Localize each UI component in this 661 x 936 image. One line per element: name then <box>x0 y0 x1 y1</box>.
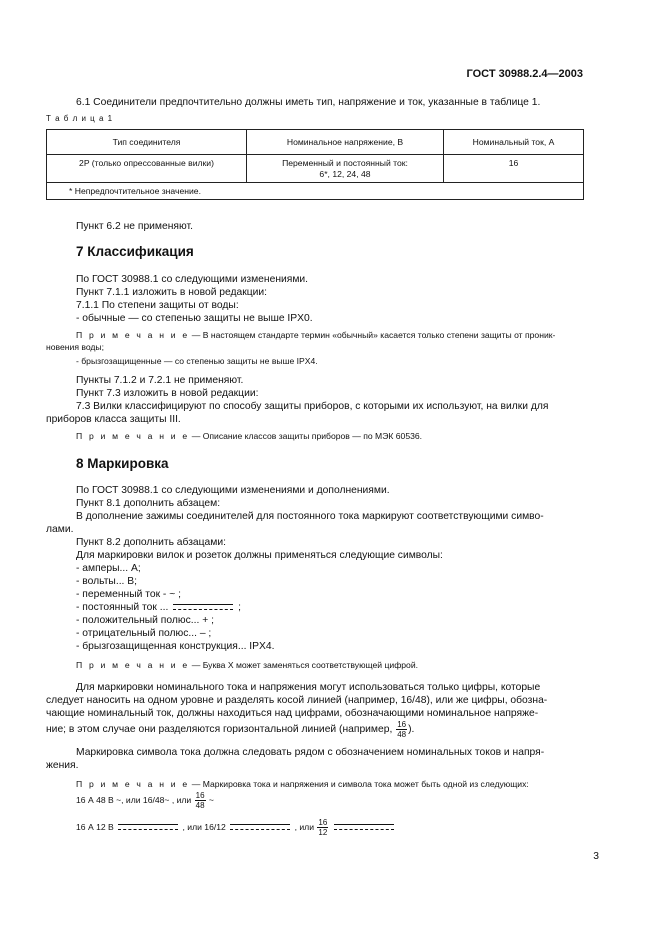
sec7-note-1 <box>76 330 555 341</box>
bullet-splashproof: - брызгозащищенная конструкция... IPX4. <box>76 641 275 652</box>
bullet-positive: - положительный полюс... + ; <box>76 615 214 626</box>
voltage-line-1: Переменный и постоянный ток: <box>282 158 408 168</box>
bullet-dc <box>76 601 241 614</box>
sec8-line-3: В дополнение зажимы соединителей для постоянного тока маркируют соответствующими симво- <box>76 511 544 522</box>
fraction-denominator: 48 <box>397 730 407 739</box>
sec8-note-4 <box>76 779 529 790</box>
fraction-16-48 <box>396 720 407 739</box>
sec8-para-4 <box>46 720 414 739</box>
dc-symbol-icon <box>118 824 178 831</box>
sec7-line-1: По ГОСТ 30988.1 со следующими изменениями. <box>76 274 309 285</box>
ac-symbol-icon: ~ <box>208 794 214 805</box>
bullet-dc-text: - постоянный ток ... <box>76 602 169 613</box>
clause-6-1: 6.1 Соединители предпочтительно должны иметь тип, напряжение и ток, указанные в таблице 1. <box>76 97 541 108</box>
sec7-note-1-cont: новения воды; <box>46 342 104 352</box>
sec8-line-5: Пункт 8.2 дополнить абзацами: <box>76 537 226 548</box>
sec7-line-8: 7.3 Вилки классифицируют по способу защиты приборов, с которыми их используют, на вилки для <box>76 401 549 412</box>
sec8-para-6: жения. <box>46 760 79 771</box>
fraction-numerator: 16 <box>318 818 328 827</box>
sec8-para-2: следует наносить на одном уровне и разделять косой линией (например, 16/48), или же цифры, обозна- <box>46 695 548 706</box>
dc-symbol-icon <box>173 604 233 611</box>
sec8-line-2: Пункт 8.1 дополнить абзацем: <box>76 498 221 509</box>
section-8-title: 8 Маркировка <box>76 456 169 471</box>
fraction-denominator: 48 <box>195 801 205 810</box>
fraction-numerator: 16 <box>397 720 407 729</box>
example-2 <box>76 818 396 837</box>
document-number: ГОСТ 30988.2.4—2003 <box>466 68 583 80</box>
para-4-end: ). <box>408 724 415 736</box>
dc-symbol-icon <box>230 824 290 831</box>
bullet-dc-end: ; <box>238 602 241 613</box>
example-1-text: 16 А 48 В ~, или 16/48~ , или <box>76 794 192 805</box>
note-text: — Буква X может заменяться соответствующей цифрой. <box>189 660 419 670</box>
sec7-note-2 <box>76 431 422 442</box>
sec8-para-3: чающие номинальный ток, должны находиться над цифрами, обозначающими номинальное напряже- <box>46 708 539 719</box>
note-text: — Маркировка тока и напряжения и символа тока может быть одной из следующих: <box>189 779 529 789</box>
clause-6-2: Пункт 6.2 не применяют. <box>76 221 193 232</box>
table-cell-voltage <box>247 155 444 183</box>
table-caption: Т а б л и ц а 1 <box>46 114 114 123</box>
sec8-para-5: Маркировка символа тока должна следовать рядом с обозначением номинальных токов и напря- <box>76 747 545 758</box>
fraction-numerator: 16 <box>195 791 205 800</box>
example-2-text-b: , или 16/12 <box>182 821 226 832</box>
sec8-line-1: По ГОСТ 30988.1 со следующими изменениями и дополнениями. <box>76 485 390 496</box>
table-1 <box>46 129 584 200</box>
table-cell-type: 2P (только опрессованные вилки) <box>47 155 247 183</box>
sec7-line-9: приборов класса защиты III. <box>46 414 181 425</box>
note-text: — В настоящем стандарте термин «обычный» касается только степени защиты от проник- <box>189 330 556 340</box>
voltage-line-2: 6*, 12, 24, 48 <box>319 169 371 179</box>
sec7-line-4: - обычные — со степенью защиты не выше IPX0. <box>76 313 313 324</box>
sec7-line-5: - брызгозащищенные — со степенью защиты не выше IPX4. <box>76 356 318 366</box>
table-footnote: * Непредпочтительное значение. <box>47 183 584 200</box>
bullet-ac: - переменный ток - ~ ; <box>76 589 181 600</box>
table-header-type: Тип соединителя <box>47 130 247 155</box>
fraction-16-12 <box>317 818 328 837</box>
note-label: П р и м е ч а н и е <box>76 660 190 670</box>
sec8-para-1: Для маркировки номинального тока и напряжения могут использоваться только цифры, которые <box>76 682 541 693</box>
example-1 <box>76 791 214 810</box>
bullet-negative: - отрицательный полюс... – ; <box>76 628 212 639</box>
sec7-line-7: Пункт 7.3 изложить в новой редакции: <box>76 388 259 399</box>
fraction-denominator: 12 <box>318 828 328 837</box>
table-header-voltage: Номинальное напряжение, В <box>247 130 444 155</box>
para-4-text: ние; в этом случае они разделяются горизонтальной линией (например, <box>46 724 393 736</box>
note-label: П р и м е ч а н и е <box>76 779 190 789</box>
note-text: — Описание классов защиты приборов — по МЭК 60536. <box>189 431 423 441</box>
fraction-16-48-example <box>195 791 206 810</box>
sec7-line-3: 7.1.1 По степени защиты от воды: <box>76 300 239 311</box>
bullet-volts: - вольты... В; <box>76 576 138 587</box>
table-cell-current: 16 <box>444 155 584 183</box>
sec8-line-4: лами. <box>46 524 74 535</box>
page-number: 3 <box>593 851 599 862</box>
sec7-line-6: Пункты 7.1.2 и 7.2.1 не применяют. <box>76 375 244 386</box>
table-header-current: Номинальный ток, А <box>444 130 584 155</box>
note-label: П р и м е ч а н и е <box>76 431 190 441</box>
sec8-note-3 <box>76 660 418 671</box>
bullet-amperes: - амперы... А; <box>76 563 141 574</box>
example-2-text-a: 16 А 12 В <box>76 821 114 832</box>
sec8-line-6: Для маркировки вилок и розеток должны применяться следующие символы: <box>76 550 443 561</box>
sec7-line-2: Пункт 7.1.1 изложить в новой редакции: <box>76 287 268 298</box>
note-label: П р и м е ч а н и е <box>76 330 190 340</box>
dc-symbol-icon <box>334 824 394 831</box>
section-7-title: 7 Классификация <box>76 244 194 259</box>
example-2-text-c: , или <box>294 821 314 832</box>
